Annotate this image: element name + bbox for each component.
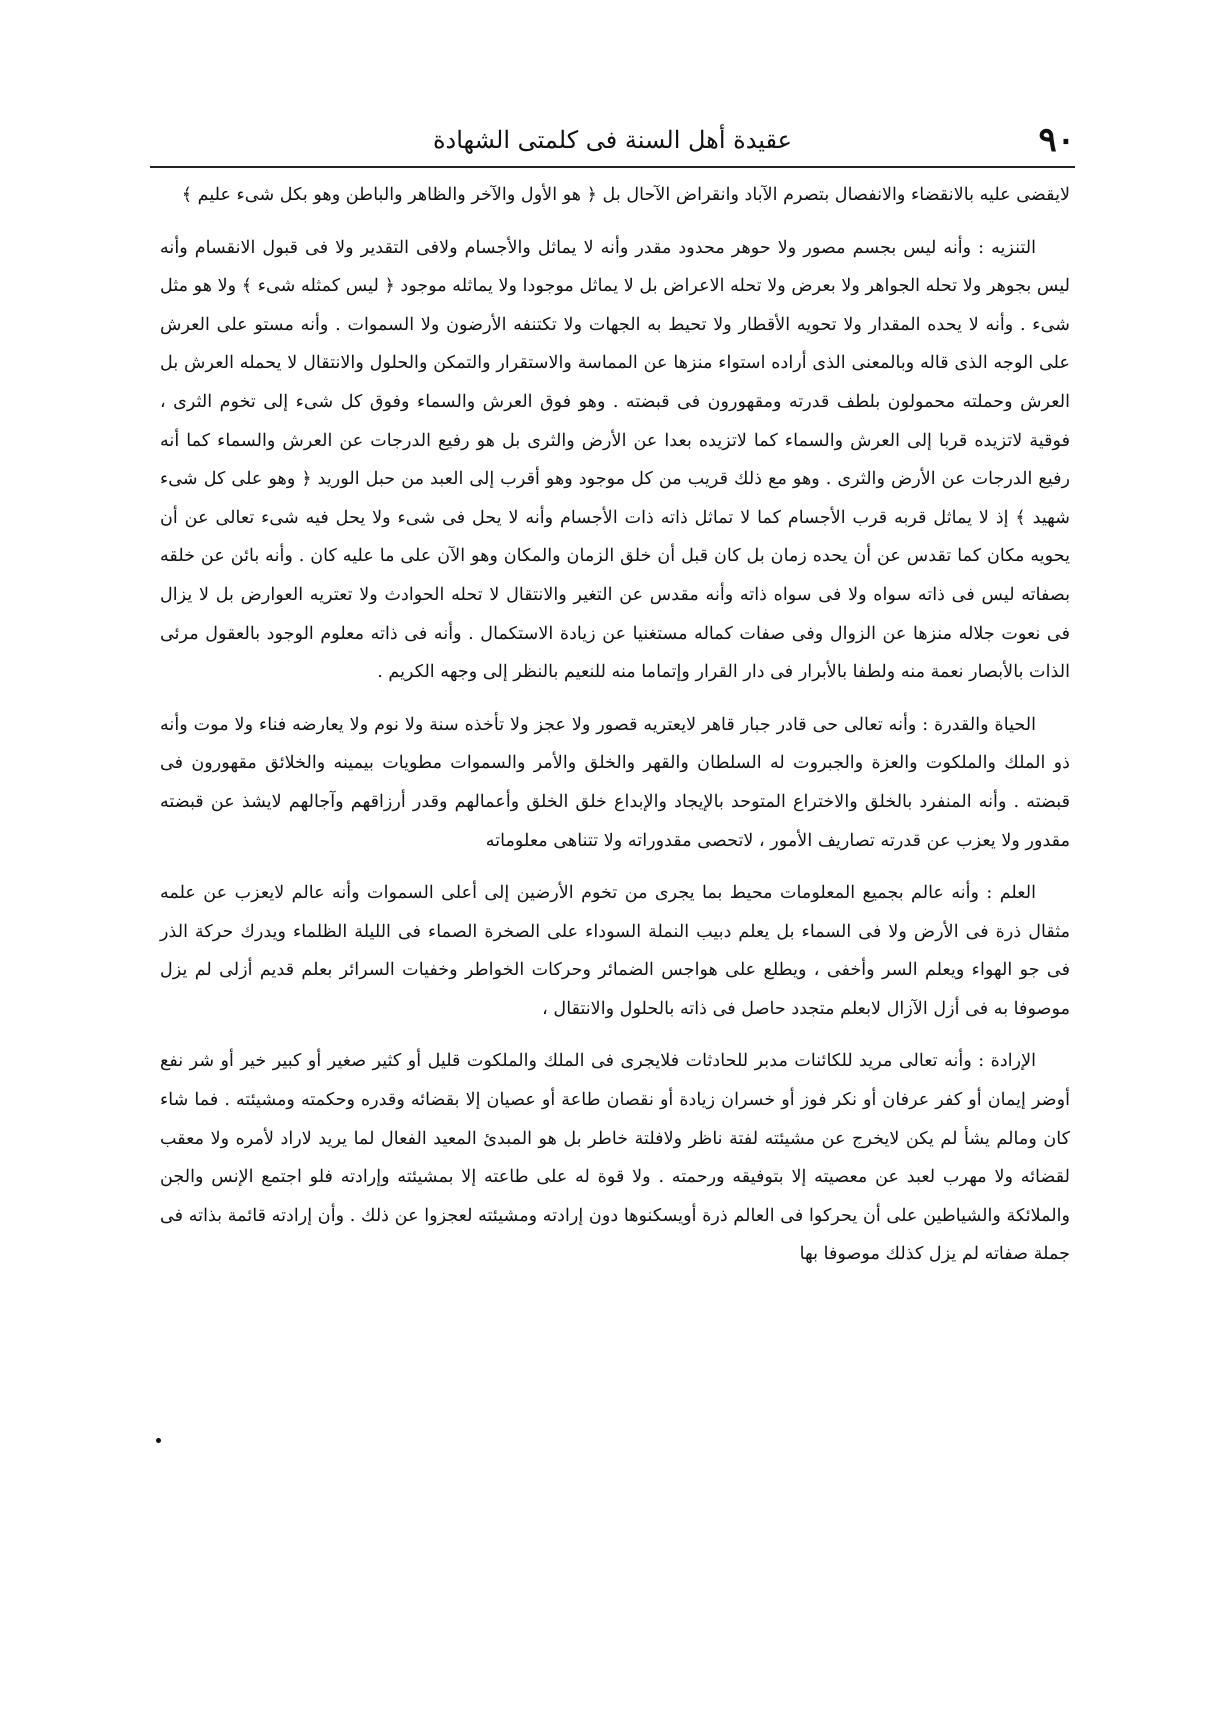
page-number: ٩٠ [1038,120,1075,160]
page-header [150,118,1075,162]
ink-dot [156,1438,161,1443]
paragraph-ilm: العلم : وأنه عالم بجميع المعلومات محيط بما يجرى من تخوم الأرضين إلى أعلى السموات وأنه عالم لايعزب عن علمه مثقال ذرة فى الأرض ولا فى السماء بل يعلم دبيب النملة السوداء على الصخرة الصماء فى الليلة الظلماء ويدرك حركة الذر فى جو الهواء ويعلم السر وأخفى ، ويطلع على هواجس الضمائر وحركات الخواطر وخفيات السرائر بعلم قديم أزلى لم يزل موصوفا به فى أزل الآزال لابعلم متجدد حاصل فى ذاته بالحلول والانتقال ، [160,883,1070,1019]
paragraph-hayat-qudra: الحياة والقدرة : وأنه تعالى حى قادر جبار قاهر لايعتريه قصور ولا عجز ولا تأخذه سنة ولا نوم ولا يعارضه فناء ولا موت وأنه ذو الملك والملكوت والعزة والجبروت له السلطان والقهر والخلق والأمر والسموات مطويات بيمينه والخلائق مقهورون فى قبضته . وأنه المنفرد بالخلق والاختراع المتوحد بالإيجاد والإبداع خلق الخلق وأعمالهم وقدر أرزاقهم وآجالهم لايشذ عن قبضته مقدور ولا يعزب عن قدرته تصاريف الأمور ، لاتحصى مقدوراته ولا تتناهى معلوماته [160,714,1070,851]
paragraph-tanzih: التنزيه : وأنه ليس بجسم مصور ولا حوهر محدود مقدر وأنه لا يماثل والأجسام ولافى التقدير ولا فى قبول الانقسام وأنه ليس بجوهر ولا تحله الجواهر ولا بعرض ولا تحله الاعراض بل لا يماثل موجودا ولا يماثله موجود ﴿ ليس كمثله شىء ﴾ ولا هو مثل شىء . وأنه لا يحده المقدار ولا تحويه الأقطار ولا تحيط به الجهات ولا تكتنفه الأرضون ولا السموات . وأنه مستو على العرش على الوجه الذى قاله وبالمعنى الذى أراده استواء منزها عن المماسة والاستقرار والتمكن والحلول والانتقال لا يحمله العرش بل العرش وحملته محمولون بلطف قدرته ومقهورون فى قبضته . وهو فوق العرش والسماء وفوق كل شىء إلى تخوم الثرى ، فوقية لاتزيده قربا إلى العرش والسماء كما لاتزيده بعدا عن الأرض والثرى بل هو رفيع الدرجات عن العرش والسماء كما أنه رفيع الدرجات عن الأرض والثرى . وهو مع ذلك قريب من كل موجود وهو أقرب إلى العبد من حبل الوريد ﴿ وهو على كل شىء شهيد ﴾ إذ لا يماثل قربه قرب الأجسام كما لا تماثل ذاته ذات الأجسام وأنه لا يحل فى شىء ولا يحل فيه شىء تعالى عن أن يحويه مكان كما تقدس عن أن يحده زمان بل كان قبل أن خلق الزمان والمكان وهو الآن على ما عليه كان . وأنه بائن عن خلقه بصفاته ليس فى ذاته سواه ولا فى سواه ذاته وأنه مقدس عن التغير والانتقال لا تحله الحوادث ولا تعتريه العوارض بل لا يزال فى نعوت جلاله منزها عن الزوال وفى صفات كماله مستغنيا عن زيادة الاستكمال . وأنه فى ذاته معلوم الوجود بالعقول مرئى الذات بالأبصار نعمة منه ولطفا بالأبرار فى دار القرار وإتماما منه للنعيم بالنظر إلى وجهه الكريم . [160,237,1070,683]
paragraph-continuation: لايقضى عليه بالانقضاء والانفصال بتصرم الآباد وانقراض الآحال بل ﴿ هو الأول والآخر والظاهر والباطن وهو بكل شىء عليم ﴾ [181,185,1070,205]
paragraph-irada: الإرادة : وأنه تعالى مريد للكائنات مدبر للحادثات فلايجرى فى الملك والملكوت قليل أو كثير صغير أو كبير خير أو شر نفع أوضر إيمان أو كفر عرفان أو نكر فوز أو خسران زيادة أو نقصان طاعة أو عصيان إلا بقضائه وقدره وحكمته ومشيئته . فما شاء كان ومالم يشأ لم يكن لايخرج عن مشيئته لفتة ناظر ولافلتة خاطر بل هو المبدئ المعيد الفعال لما يريد لاراد لأمره ولا معقب لقضائه ولا مهرب لعبد عن معصيته إلا بتوفيقه ورحمته . ولا قوة له على طاعته إلا بمشيئته وإرادته فلو اجتمع الإنس والجن والملائكة والشياطين على أن يحركوا فى العالم ذرة أويسكنوها دون إرادته ومشيئته لعجزوا عن ذلك . وأن إرادته قائمة بذاته فى جملة صفاته لم يزل كذلك موصوفا بها [160,1051,1070,1265]
running-title: عقيدة أهل السنة فى كلمتى الشهادة [432,126,792,154]
header-rule [150,166,1075,168]
body-text [160,176,1070,1288]
